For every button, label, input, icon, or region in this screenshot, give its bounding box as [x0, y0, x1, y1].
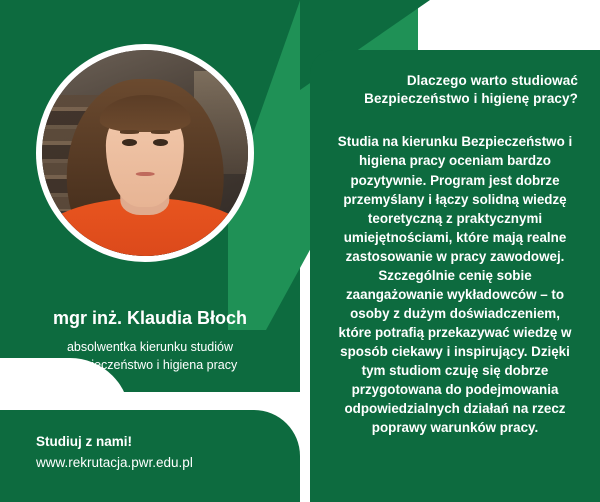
quote-title-line2: Bezpieczeństwo i higienę pracy?	[364, 91, 578, 107]
quote-title-line1: Dlaczego warto studiować	[406, 73, 578, 88]
person-role	[0, 338, 300, 374]
person-info	[0, 308, 300, 374]
portrait-photo	[42, 50, 248, 256]
photo-eye-right	[153, 139, 167, 146]
footer	[36, 434, 193, 470]
footer-url[interactable]: www.rekrutacja.pwr.edu.pl	[36, 455, 193, 470]
quote-panel	[310, 50, 600, 502]
photo-eye-left	[122, 139, 136, 146]
person-role-line2: Bezpieczeństwo i higiena pracy	[62, 358, 238, 373]
photo-mouth	[136, 172, 155, 177]
person-name: mgr inż. Klaudia Błoch	[52, 308, 248, 328]
photo-brow-left	[120, 130, 139, 133]
quote-title	[330, 72, 578, 108]
avatar	[36, 44, 254, 262]
footer-cta: Studiuj z nami!	[36, 434, 132, 449]
person-role-line1: absolwentka kierunku studiów	[66, 340, 234, 354]
quote-body: Studia na kierunku Bezpieczeństwo i higiena pracy oceniam bardzo pozytywnie. Program jest dobrze przemyślany i łączy solidną wiedzę teoretyczną z praktycznymi umiejętnościami, które mają realne zastosowanie w pracy zawodowej. Szczególnie cenię sobie zaangażowanie wykładowców – to osoby z dużym doświadczeniem, które potrafią przekazywać wiedzę w sposób ciekawy i inspirujący. Dzięki tym studiom czuję się dobrze przygotowana do podejmowania odpowiedzialnych działań na rzecz poprawy warunków pracy.	[337, 134, 573, 435]
photo-brow-right	[151, 130, 170, 133]
